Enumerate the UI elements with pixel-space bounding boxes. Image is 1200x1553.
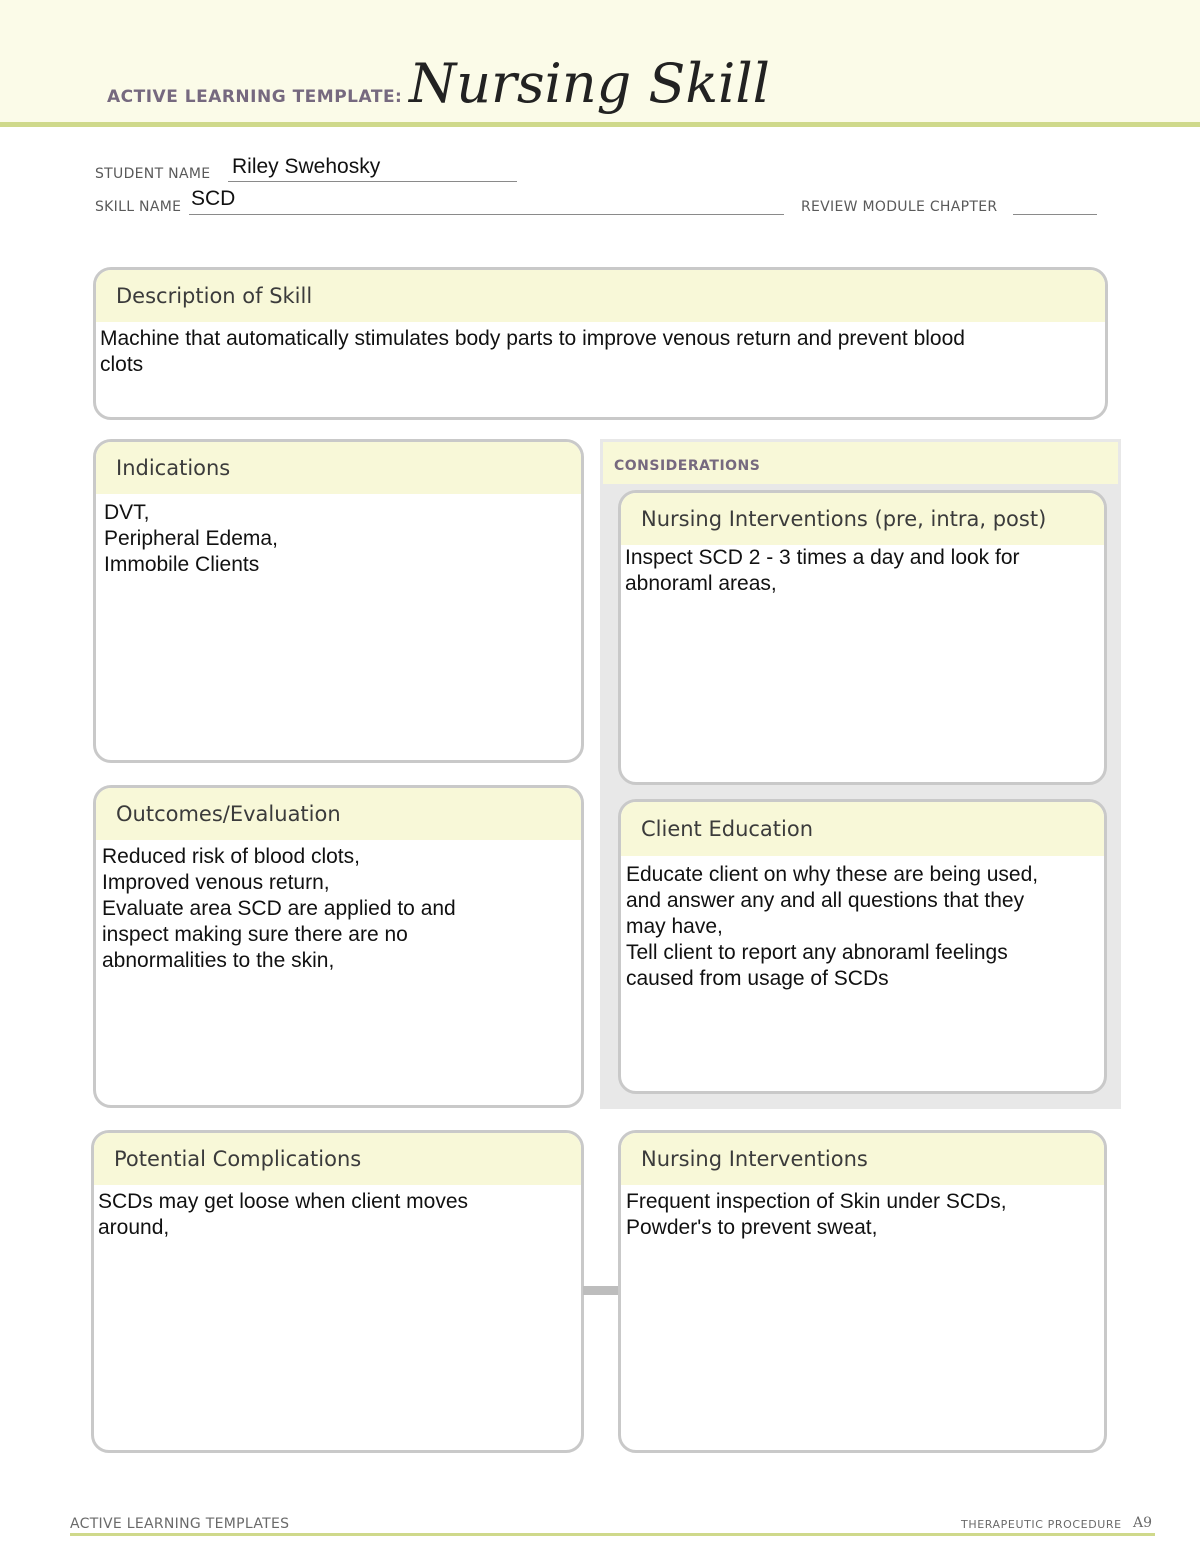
client-education-line: Tell client to report any abnoraml feelings (626, 941, 1008, 964)
description-title: Description of Skill (116, 284, 313, 308)
nursing-interventions-line: Frequent inspection of Skin under SCDs, (626, 1190, 1007, 1213)
footer-rule (70, 1533, 1155, 1536)
card-connector (583, 1286, 620, 1295)
indications-line: Peripheral Edema, (104, 527, 278, 550)
skill-name-field[interactable]: SCD (191, 187, 236, 210)
outcomes-line: Improved venous return, (102, 871, 330, 894)
outcomes-title: Outcomes/Evaluation (116, 802, 341, 826)
footer-left: ACTIVE LEARNING TEMPLATES (70, 1516, 290, 1532)
nursing-interventions-pip-line: abnoraml areas, (625, 572, 777, 595)
indications-line: Immobile Clients (104, 553, 260, 576)
outcomes-field[interactable] (96, 840, 581, 974)
client-education-line: caused from usage of SCDs (626, 967, 889, 990)
outcomes-card-header (96, 788, 581, 840)
nursing-interventions-field[interactable] (621, 1185, 1104, 1241)
header-rule (0, 122, 1200, 127)
complications-card (91, 1130, 584, 1453)
template-label: ACTIVE LEARNING TEMPLATE: (107, 87, 403, 107)
student-name-field[interactable]: Riley Swehosky (232, 155, 381, 178)
complications-field[interactable] (94, 1185, 581, 1241)
outcomes-line: inspect making sure there are no (102, 923, 408, 946)
client-education-header (621, 802, 1104, 856)
client-education-line: Educate client on why these are being used, (626, 863, 1039, 886)
review-module-label: REVIEW MODULE CHAPTER (801, 199, 998, 215)
complications-line: SCDs may get loose when client moves (98, 1190, 468, 1213)
indications-line: DVT, (104, 501, 150, 524)
complications-card-header (94, 1133, 581, 1185)
nursing-interventions-pip-title: Nursing Interventions (pre, intra, post) (641, 507, 1047, 531)
review-module-line (1013, 214, 1097, 215)
complications-title: Potential Complications (114, 1147, 362, 1171)
student-name-label: STUDENT NAME (95, 166, 211, 182)
complications-line: around, (98, 1216, 170, 1239)
nursing-interventions-card (618, 1130, 1107, 1453)
nursing-interventions-pip-header (621, 493, 1104, 545)
indications-card-header (96, 442, 581, 494)
nursing-interventions-pip-card (618, 490, 1107, 785)
student-name-line (228, 181, 517, 182)
description-line: Machine that automatically stimulates body parts to improve venous return and prevent blood (100, 327, 965, 350)
indications-card (93, 439, 584, 763)
nursing-interventions-pip-field[interactable] (621, 545, 1104, 597)
client-education-line: may have, (626, 915, 723, 938)
nursing-interventions-title: Nursing Interventions (641, 1147, 868, 1171)
skill-name-label: SKILL NAME (95, 199, 182, 215)
client-education-title: Client Education (641, 817, 814, 841)
outcomes-line: abnormalities to the skin, (102, 949, 335, 972)
client-education-field[interactable] (621, 856, 1104, 992)
footer-page-number: A9 (1133, 1515, 1153, 1531)
footer-right: THERAPEUTIC PROCEDURE (961, 1518, 1122, 1531)
nursing-interventions-header (621, 1133, 1104, 1185)
client-education-card (618, 799, 1107, 1094)
nursing-interventions-pip-line: Inspect SCD 2 - 3 times a day and look for (625, 546, 1020, 569)
template-title: Nursing Skill (409, 52, 770, 115)
description-card (93, 267, 1108, 420)
considerations-label: CONSIDERATIONS (614, 458, 761, 474)
outcomes-line: Reduced risk of blood clots, (102, 845, 360, 868)
description-line: clots (100, 353, 144, 376)
indications-field[interactable] (96, 494, 581, 578)
description-field[interactable] (96, 322, 1105, 378)
indications-title: Indications (116, 456, 231, 480)
outcomes-card (93, 785, 584, 1108)
client-education-line: and answer any and all questions that they (626, 889, 1025, 912)
outcomes-line: Evaluate area SCD are applied to and (102, 897, 456, 920)
description-card-header (96, 270, 1105, 322)
nursing-interventions-line: Powder's to prevent sweat, (626, 1216, 878, 1239)
skill-name-line (189, 214, 784, 215)
